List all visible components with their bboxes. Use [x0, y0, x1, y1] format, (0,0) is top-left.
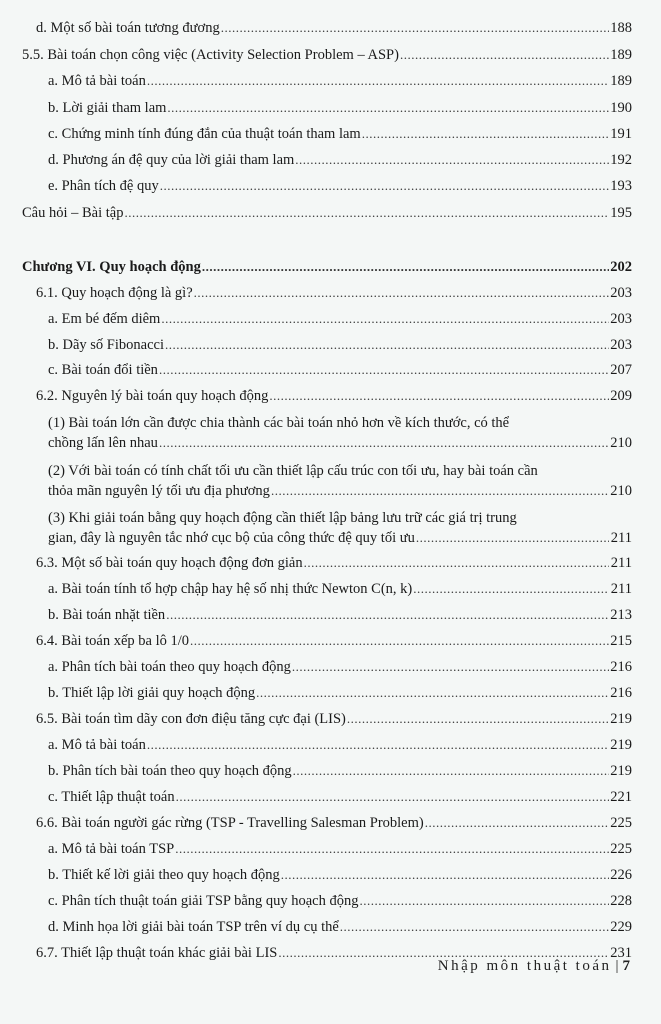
toc-entry-multiline[interactable] [0, 413, 661, 453]
toc-leader-dots [160, 176, 609, 196]
toc-leader-dots [271, 481, 609, 501]
toc-entry[interactable] [0, 98, 661, 118]
toc-page-number: 228 [610, 893, 632, 909]
toc-entry-title: b. Bài toán nhặt tiền [48, 607, 166, 623]
toc-page-number: 193 [610, 178, 632, 194]
toc-entry-multiline[interactable] [0, 461, 661, 501]
toc-leader-dots [362, 124, 609, 144]
toc-entry[interactable] [0, 839, 661, 859]
toc-leader-dots [159, 360, 609, 380]
toc-leader-dots [360, 891, 610, 911]
toc-page-number: 211 [610, 530, 632, 546]
toc-leader-dots [413, 579, 609, 599]
toc-page-number: 225 [610, 815, 632, 831]
toc-entry[interactable] [0, 917, 661, 937]
toc-entry[interactable] [0, 761, 661, 781]
toc-leader-dots [295, 150, 609, 170]
toc-entry[interactable] [0, 360, 661, 380]
toc-page-number: 219 [610, 711, 632, 727]
toc-leader-dots [190, 631, 609, 651]
footer-separator: | [615, 958, 619, 974]
toc-page-number: 203 [610, 337, 632, 353]
toc-entry-title: d. Một số bài toán tương đương [36, 20, 220, 36]
toc-entry-title: c. Chứng minh tính đúng đắn của thuật toán tham lam [48, 126, 361, 142]
toc-entry-title: a. Mô tả bài toán [48, 73, 146, 89]
toc-page-number: 203 [610, 311, 632, 327]
toc-entry-title: 5.5. Bài toán chọn công việc (Activity Selection Problem – ASP) [22, 47, 399, 63]
toc-page-number: 221 [610, 789, 632, 805]
toc-leader-dots [416, 528, 609, 548]
toc-entry[interactable] [0, 283, 661, 303]
footer-book-title: Nhập môn thuật toán [437, 958, 612, 974]
toc-page-number: 215 [610, 633, 632, 649]
toc-entry-title: c. Thiết lập thuật toán [48, 789, 175, 805]
toc-chapter-entry[interactable] [0, 257, 661, 277]
toc-leader-dots [167, 98, 609, 118]
toc-entry[interactable] [0, 631, 661, 651]
toc-leader-dots [304, 553, 609, 573]
toc-page-number: 219 [610, 737, 632, 753]
toc-entry-title: b. Dãy số Fibonacci [48, 337, 164, 353]
toc-entry[interactable] [0, 865, 661, 885]
toc-leader-dots [347, 709, 609, 729]
toc-entry[interactable] [0, 45, 661, 65]
toc-entry-title: 6.5. Bài toán tìm dãy con đơn điệu tăng cực đại (LIS) [36, 711, 346, 727]
toc-page-number: 190 [610, 100, 632, 116]
toc-entry[interactable] [0, 735, 661, 755]
toc-entry-title: 6.4. Bài toán xếp ba lô 1/0 [36, 633, 190, 649]
toc-leader-dots [159, 433, 609, 453]
toc-page-number: 209 [610, 388, 632, 404]
toc-entry[interactable] [0, 709, 661, 729]
toc-page-number: 191 [610, 126, 632, 142]
toc-entry-title: b. Thiết kế lời giải theo quy hoạch động [48, 867, 280, 883]
toc-entry-lead: (2) Với bài toán có tính chất tối ưu cần thiết lập cấu trúc con tối ưu, hay bài toán cần [48, 463, 538, 479]
toc-page-number: 192 [610, 152, 632, 168]
toc-leader-dots [176, 787, 609, 807]
toc-page-number: 219 [610, 763, 632, 779]
toc-entry-title: 6.7. Thiết lập thuật toán khác giải bài LIS [36, 945, 278, 961]
toc-entry[interactable] [0, 124, 661, 144]
toc-page-number: 229 [610, 919, 632, 935]
toc-entry-title: gian, đây là nguyên tắc nhớ cục bộ của công thức đệ quy tối ưu [48, 530, 415, 546]
toc-page-number: 202 [610, 259, 632, 275]
toc-page-number: 210 [610, 483, 632, 499]
toc-leader-dots [221, 18, 609, 38]
toc-entry[interactable] [0, 553, 661, 573]
toc-page-number: 225 [610, 841, 632, 857]
toc-entry[interactable] [0, 335, 661, 355]
toc-entry[interactable] [0, 386, 661, 406]
toc-leader-dots [293, 761, 609, 781]
toc-leader-dots [147, 71, 609, 91]
toc-leader-dots [125, 203, 610, 223]
toc-entry[interactable] [0, 579, 661, 599]
toc-page-number: 189 [610, 47, 632, 63]
toc-page-number: 211 [610, 581, 632, 597]
footer-page-number: 7 [622, 958, 630, 974]
toc-entry-lead: (1) Bài toán lớn cần được chia thành các bài toán nhỏ hơn về kích thước, có thể [48, 415, 510, 431]
toc-page-number: 188 [610, 20, 632, 36]
page-footer [380, 958, 630, 975]
toc-leader-dots [202, 257, 609, 277]
toc-chapter-title: Chương VI. Quy hoạch động [22, 259, 201, 275]
toc-entry-title: 6.3. Một số bài toán quy hoạch động đơn giản [36, 555, 303, 571]
toc-page-number: 231 [610, 945, 632, 961]
toc-entry-title: d. Minh họa lời giải bài toán TSP trên ví dụ cụ thể [48, 919, 339, 935]
toc-entry-title: 6.1. Quy hoạch động là gì? [36, 285, 193, 301]
toc-entry-title: chồng lấn lên nhau [48, 435, 158, 451]
toc-entry[interactable] [0, 813, 661, 833]
toc-entry-title: a. Em bé đếm diêm [48, 311, 161, 327]
toc-entry[interactable] [0, 891, 661, 911]
toc-entry[interactable] [0, 150, 661, 170]
toc-entry[interactable] [0, 787, 661, 807]
toc-entry-title: b. Lời giải tham lam [48, 100, 167, 116]
toc-page-number: 211 [610, 555, 632, 571]
toc-entry-title: a. Mô tả bài toán [48, 737, 146, 753]
toc-leader-dots [425, 813, 609, 833]
toc-entry-title: e. Phân tích đệ quy [48, 178, 159, 194]
toc-entry[interactable] [0, 203, 661, 223]
toc-entry-title: b. Phân tích bài toán theo quy hoạch động [48, 763, 292, 779]
toc-entry[interactable] [0, 71, 661, 91]
toc-entry-multiline[interactable] [0, 508, 661, 548]
toc-entry-title: d. Phương án đệ quy của lời giải tham lam [48, 152, 295, 168]
toc-leader-dots [165, 335, 609, 355]
toc-entry-title: c. Bài toán đổi tiền [48, 362, 158, 378]
toc-entry[interactable] [0, 605, 661, 625]
toc-entry[interactable] [0, 176, 661, 196]
toc-entry-title: a. Phân tích bài toán theo quy hoạch động [48, 659, 291, 675]
toc-page-number: 216 [610, 659, 632, 675]
toc-entry[interactable] [0, 657, 661, 677]
toc-entry-title: a. Bài toán tính tổ hợp chập hay hệ số nhị thức Newton C(n, k) [48, 581, 413, 597]
toc-entry[interactable] [0, 18, 661, 38]
toc-leader-dots [281, 865, 609, 885]
toc-entry-title: thỏa mãn nguyên lý tối ưu địa phương [48, 483, 270, 499]
toc-leader-dots [166, 605, 609, 625]
toc-page-number: 226 [610, 867, 632, 883]
toc-page-number: 207 [610, 362, 632, 378]
toc-leader-dots [161, 309, 609, 329]
toc-page-number: 216 [610, 685, 632, 701]
toc-leader-dots [175, 839, 609, 859]
toc-leader-dots [340, 917, 609, 937]
toc-page-number: 203 [610, 285, 632, 301]
toc-leader-dots [400, 45, 609, 65]
toc-page-number: 189 [610, 73, 632, 89]
toc-entry-title: 6.2. Nguyên lý bài toán quy hoạch động [36, 388, 269, 404]
toc-leader-dots [292, 657, 609, 677]
toc-leader-dots [194, 283, 609, 303]
toc-entry-title: c. Phân tích thuật toán giải TSP bằng quy hoạch động [48, 893, 359, 909]
toc-leader-dots [256, 683, 609, 703]
toc-entry-lead: (3) Khi giải toán bằng quy hoạch động cần thiết lập bảng lưu trữ các giá trị trung [48, 510, 517, 526]
toc-entry[interactable] [0, 683, 661, 703]
toc-entry-title: b. Thiết lập lời giải quy hoạch động [48, 685, 256, 701]
toc-leader-dots [269, 386, 609, 406]
toc-page-number: 195 [610, 205, 632, 221]
toc-entry-title: Câu hỏi – Bài tập [22, 205, 124, 221]
toc-entry[interactable] [0, 309, 661, 329]
toc-leader-dots [147, 735, 609, 755]
toc-page-number: 210 [610, 435, 632, 451]
toc-page-number: 213 [610, 607, 632, 623]
toc-entry-title: 6.6. Bài toán người gác rừng (TSP - Travelling Salesman Problem) [36, 815, 424, 831]
toc-entry-title: a. Mô tả bài toán TSP [48, 841, 175, 857]
